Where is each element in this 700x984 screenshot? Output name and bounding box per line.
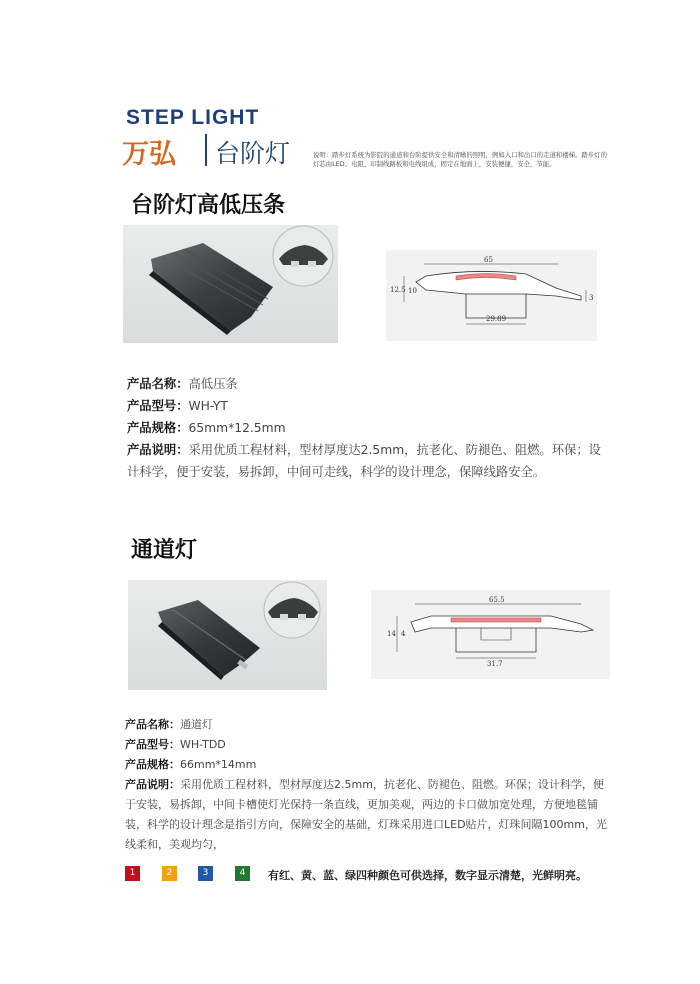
section2-dim-height1: 14	[387, 630, 396, 638]
spec-row-name	[127, 373, 607, 395]
spec-value: WH-TDD	[180, 738, 226, 751]
spec-value: 高低压条	[188, 377, 238, 391]
color-swatch-red: 1	[125, 866, 140, 881]
section2-title: 通道灯	[131, 538, 198, 563]
spec-description: 采用优质工程材料，型材厚度达2.5mm，抗老化、防褪色、阻燃。环保；设计科学，便于安装，易拆卸，中间卡槽使灯光保持一条直线，更加美观，两边的卡口做加宽处理，方便地毯铺装，科学的设计理念是指引方向，保障安全的基础，灯珠采用进口LED贴片，灯珠间隔100mm，光线柔和，美观均匀，	[125, 778, 607, 851]
spec-row-description	[125, 775, 610, 855]
color-swatch-blue: 3	[198, 866, 213, 881]
brand-divider	[205, 134, 207, 166]
section2-specs	[125, 715, 610, 855]
spec-label: 产品规格：	[127, 421, 189, 435]
color-options	[125, 866, 625, 884]
section2-dim-width: 65.5	[489, 596, 505, 604]
section1-dim-height1: 12.5	[390, 286, 406, 294]
spec-label: 产品说明：	[125, 778, 180, 791]
spec-description: 采用优质工程材料，型材厚度达2.5mm，抗老化、防褪色、阻燃。环保；设计科学，便于安装，易拆卸，中间可走线，科学的设计理念，保障线路安全。	[127, 443, 601, 479]
color-options-note: 有红、黄、蓝、绿四种颜色可供选择，数字显示清楚，光鲜明亮。	[268, 869, 587, 882]
brand-english: STEP LIGHT	[126, 106, 260, 129]
section2-dim-height2: 4	[401, 630, 406, 638]
spec-value: WH-YT	[188, 399, 228, 413]
spec-row-size	[125, 755, 610, 775]
section1-dim-width: 65	[484, 256, 493, 264]
section1-profile-drawing	[386, 250, 597, 341]
spec-label: 产品型号：	[125, 738, 180, 751]
spec-value: 66mm*14mm	[180, 758, 257, 771]
spec-row-description	[127, 439, 607, 483]
section1-dim-inner: 29.89	[486, 315, 507, 323]
spec-label: 产品名称：	[127, 377, 189, 391]
spec-label: 产品说明：	[127, 443, 189, 457]
section2-profile-drawing	[371, 590, 610, 679]
section1-title: 台阶灯高低压条	[131, 193, 286, 218]
brand-subtitle: 台阶灯	[215, 139, 291, 168]
section1-dim-height2: 10	[408, 287, 417, 295]
intro-text: 说明：踏步灯系统为影院的通道和台阶提供安全和清晰的照明，例如入口和出口的走道和楼梯。踏步灯的灯芯由LED、电阻、印制线路板和电线组成，固定在地面上，安装便捷，安全，节能。	[313, 151, 607, 168]
section2-product-photo	[128, 580, 327, 690]
spec-label: 产品型号：	[127, 399, 189, 413]
spec-row-name	[125, 715, 610, 735]
section1-dim-right: 3	[589, 294, 594, 302]
section1-product-photo	[123, 225, 338, 343]
section1-specs	[127, 373, 607, 483]
section2-dim-inner: 31.7	[487, 660, 503, 668]
spec-label: 产品规格：	[125, 758, 180, 771]
spec-row-model	[125, 735, 610, 755]
brand-chinese: 万弘	[122, 139, 176, 170]
spec-value: 通道灯	[180, 718, 213, 731]
spec-row-size	[127, 417, 607, 439]
spec-value: 65mm*12.5mm	[188, 421, 286, 435]
color-swatch-yellow: 2	[162, 866, 177, 881]
spec-row-model	[127, 395, 607, 417]
spec-label: 产品名称：	[125, 718, 180, 731]
color-swatch-green: 4	[235, 866, 250, 881]
